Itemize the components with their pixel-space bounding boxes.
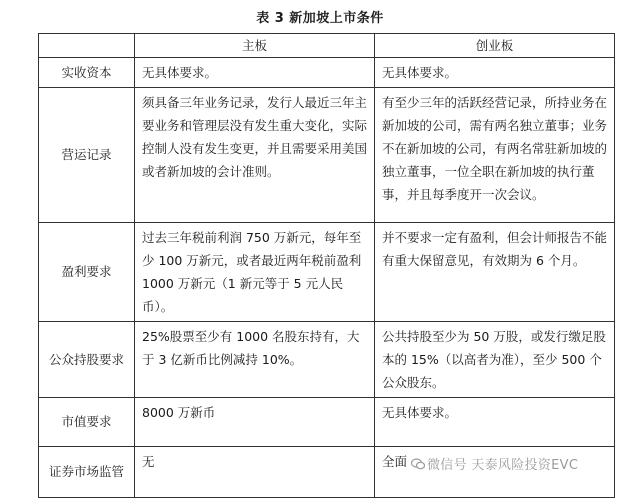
listing-conditions-table	[38, 33, 615, 498]
cell-gem-market-cap: 无具体要求。	[375, 398, 615, 447]
cell-main-public-shareholding: 25%股票至少有 1000 名股东持有，大于 3 亿新币比例减持 10%。	[135, 322, 375, 398]
table-row	[39, 58, 615, 88]
wechat-icon	[411, 458, 425, 470]
cell-gem-securities-regulation: 全面	[375, 447, 615, 498]
cell-main-securities-regulation: 无	[135, 447, 375, 498]
cell-gem-public-shareholding: 公共持股至少为 50 万股，或发行缴足股本的 15%（以高者为准），至少 500 个公众股东。	[375, 322, 615, 398]
table-row	[39, 398, 615, 447]
row-label-securities-regulation: 证券市场监管	[39, 447, 135, 498]
table-row	[39, 322, 615, 398]
cell-gem-paid-in-capital: 无具体要求。	[375, 58, 615, 88]
cell-main-profit-requirement: 过去三年税前利润 750 万新元，每年至少 100 万新元，或者最近两年税前盈利 1000 万新元（1 新元等于 5 元人民币）。	[135, 223, 375, 322]
table-header-row	[39, 34, 615, 58]
cell-gem-profit-requirement: 并不要求一定有盈利，但会计师报告不能有重大保留意见，有效期为 6 个月。	[375, 223, 615, 322]
row-label-operating-record: 营运记录	[39, 88, 135, 223]
cell-main-market-cap: 8000 万新币	[135, 398, 375, 447]
header-gem-board: 创业板	[375, 34, 615, 58]
row-label-profit-requirement: 盈利要求	[39, 223, 135, 322]
cell-main-paid-in-capital: 无具体要求。	[135, 58, 375, 88]
header-main-board: 主板	[135, 34, 375, 58]
row-label-market-cap: 市值要求	[39, 398, 135, 447]
header-corner-cell	[39, 34, 135, 58]
row-label-paid-in-capital: 实收资本	[39, 58, 135, 88]
cell-gem-operating-record: 有至少三年的活跃经营记录，所持业务在新加坡的公司，需有两名独立董事；业务不在新加坡的公司，有两名常驻新加坡的独立董事，一位全职在新加坡的执行董事，并且每季度开一次会议。	[375, 88, 615, 223]
table-row	[39, 88, 615, 223]
table-row	[39, 223, 615, 322]
wechat-watermark	[411, 454, 578, 473]
table-caption: 表 3 新加坡上市条件	[256, 11, 384, 26]
cell-main-operating-record: 须具备三年业务记录，发行人最近三年主要业务和管理层没有发生重大变化，实际控制人没有发生变更，并且需要采用美国或者新加坡的会计准则。	[135, 88, 375, 223]
watermark-text: 微信号 天泰风险投资EVC	[427, 458, 579, 473]
row-label-public-shareholding: 公众持股要求	[39, 322, 135, 398]
